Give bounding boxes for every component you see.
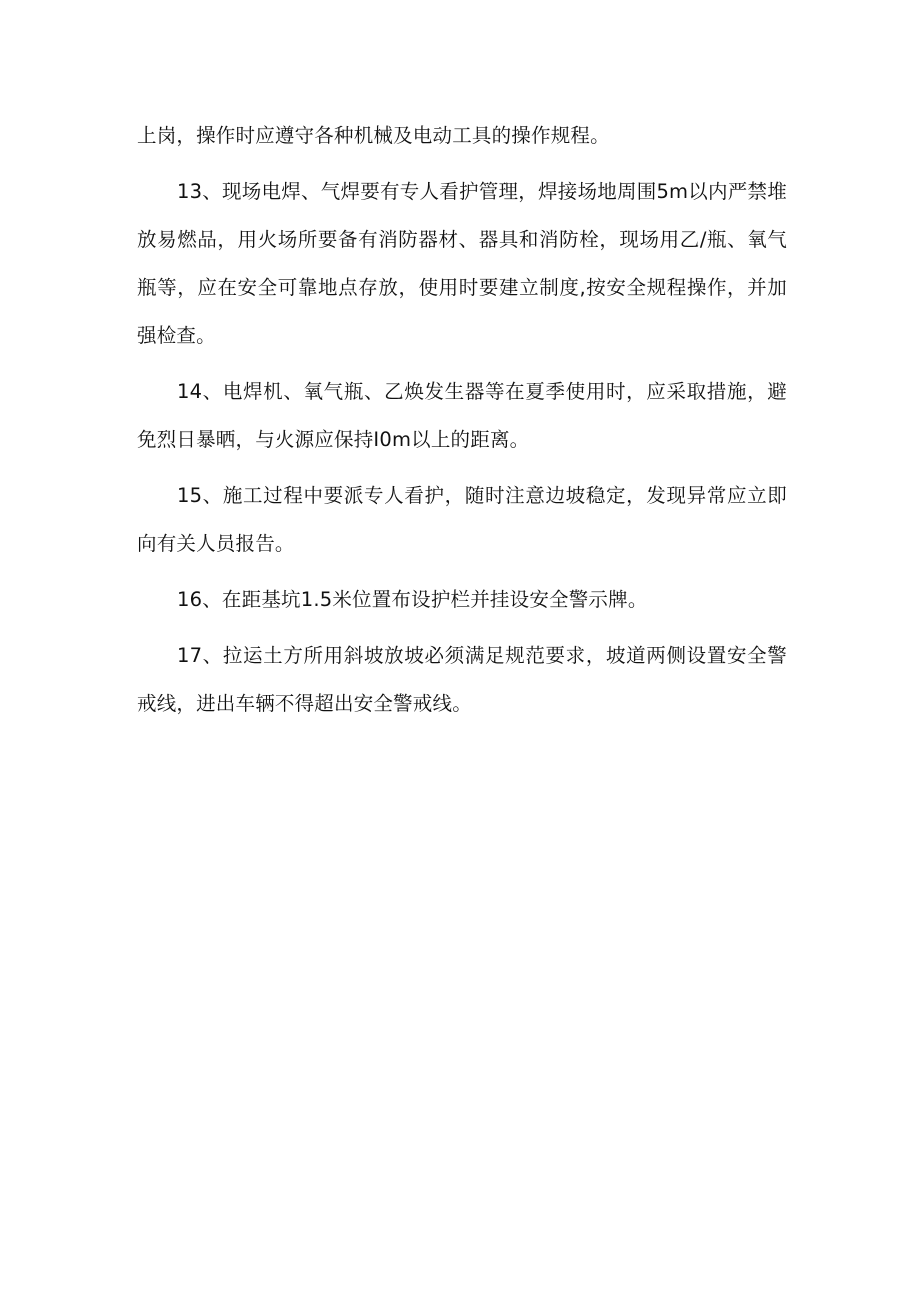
paragraph-continuation: 上岗，操作时应遵守各种机械及电动工具的操作规程。 [137, 124, 610, 147]
paragraph-item-16: 16、在距基坑1.5米位置布设护栏并挂设安全警示牌。 [177, 588, 648, 611]
document-body [137, 112, 787, 736]
paragraph-item-15: 15、施工过程中要派专人看护，随时注意边坡稳定，发现异常应立即向有关人员报告。 [137, 484, 787, 555]
paragraph-item-13: 13、现场电焊、气焊要有专人看护管理，焊接场地周围5m以内严禁堆放易燃品，用火场所要备有消防器材、器具和消防栓，现场用乙/瓶、氧气瓶等，应在安全可靠地点存放，使用时要建立制度,按安全规程操作，并加强检查。 [137, 180, 787, 347]
paragraph-item-14: 14、电焊机、氧气瓶、乙焕发生器等在夏季使用时，应采取措施，避免烈日暴晒，与火源应保持I0m以上的距离。 [137, 380, 787, 451]
paragraph-item-17: 17、拉运土方所用斜坡放坡必须满足规范要求，坡道两侧设置安全警戒线，进出车辆不得超出安全警戒线。 [137, 644, 787, 715]
